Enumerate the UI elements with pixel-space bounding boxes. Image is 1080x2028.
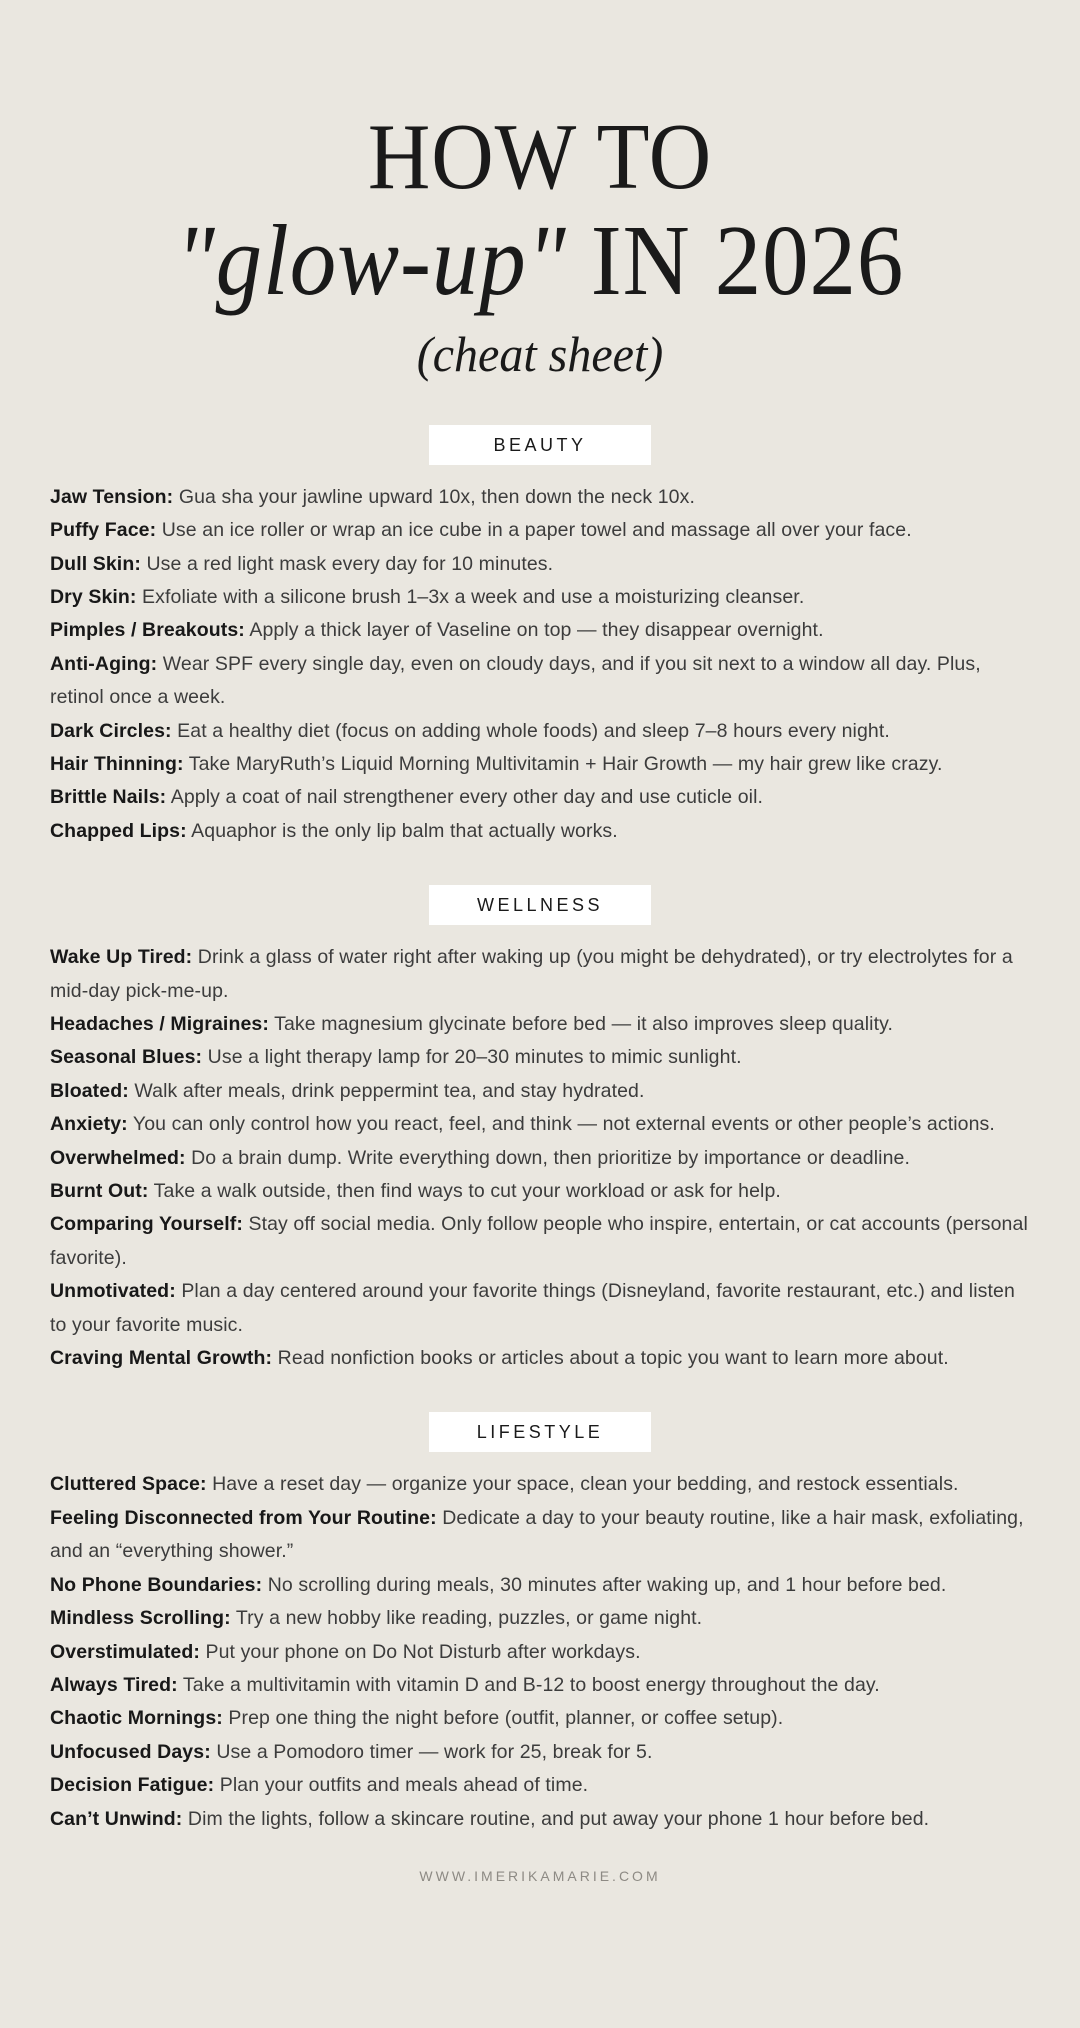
tip-label: Chapped Lips: — [50, 819, 187, 842]
section-wellness — [50, 885, 1030, 1375]
tip-label: Brittle Nails: — [50, 786, 167, 809]
tip-text: Take magnesium glycinate before bed — it also improves sleep quality. — [274, 1013, 894, 1036]
tip-text: Put your phone on Do Not Disturb after workdays. — [205, 1640, 641, 1663]
tip-label: Burnt Out: — [50, 1180, 149, 1203]
tip-text: Try a new hobby like reading, puzzles, or game night. — [235, 1607, 703, 1630]
section-header-wellness: WELLNESS — [429, 885, 651, 925]
tip-text: Exfoliate with a silicone brush 1–3x a week and use a moisturizing cleanser. — [142, 585, 805, 608]
tip-item — [50, 1342, 1030, 1375]
tip-text: Use a red light mask every day for 10 minutes. — [146, 552, 554, 575]
tip-text: Gua sha your jawline upward 10x, then down the neck 10x. — [178, 485, 695, 508]
tip-text: Plan a day centered around your favorite things (Disneyland, favorite restaurant, etc.) and listen to your favorite music. — [50, 1280, 1015, 1336]
tip-label: Headaches / Migraines: — [50, 1013, 269, 1036]
tip-label: No Phone Boundaries: — [50, 1573, 263, 1596]
tip-text: Stay off social media. Only follow people who inspire, entertain, or cat accounts (personal favorite). — [50, 1213, 1028, 1269]
page-subtitle: (cheat sheet) — [416, 325, 664, 382]
tip-item — [50, 548, 1030, 581]
tip-item — [50, 941, 1030, 1008]
tip-text: Take a multivitamin with vitamin D and B-12 to boost energy throughout the day. — [182, 1673, 880, 1696]
tip-text: Walk after meals, drink peppermint tea, and stay hydrated. — [134, 1079, 645, 1102]
tip-item — [50, 1602, 1030, 1635]
tip-text: Prep one thing the night before (outfit, planner, or coffee setup). — [228, 1707, 784, 1730]
title-line-2 — [176, 204, 905, 316]
tip-text: Dedicate a day to your beauty routine, like a hair mask, exfoliating, and an “everything shower.” — [50, 1506, 1024, 1563]
cheat-sheet-page — [0, 105, 1080, 2028]
tip-label: Chaotic Mornings: — [50, 1707, 223, 1730]
section-header-lifestyle: LIFESTYLE — [429, 1412, 651, 1452]
tip-label: Anti-Aging: — [50, 652, 158, 675]
tip-label: Craving Mental Growth: — [50, 1347, 273, 1370]
tip-item — [50, 481, 1030, 514]
tip-item — [50, 1142, 1030, 1175]
tip-text: Do a brain dump. Write everything down, then prioritize by importance or deadline. — [191, 1146, 910, 1169]
tip-item — [50, 1569, 1030, 1602]
tip-item — [50, 1468, 1030, 1501]
title-year: IN 2026 — [566, 203, 905, 316]
tip-item — [50, 1041, 1030, 1074]
tip-item — [50, 1075, 1030, 1108]
tip-item — [50, 1008, 1030, 1041]
tip-label: Feeling Disconnected from Your Routine: — [50, 1506, 437, 1529]
tip-label: Bloated: — [50, 1079, 129, 1102]
tip-label: Dry Skin: — [50, 585, 137, 608]
title-glow-up-italic: "glow-up" — [175, 203, 567, 316]
tip-item — [50, 748, 1030, 781]
tip-item — [50, 1736, 1030, 1769]
page-title — [89, 105, 991, 316]
tip-text: Have a reset day — organize your space, clean your bedding, and restock essentials. — [212, 1473, 959, 1496]
section-header-beauty: BEAUTY — [429, 425, 651, 465]
website-url: WWW.IMERIKAMARIE.COM — [419, 1867, 661, 1884]
tip-label: Seasonal Blues: — [50, 1046, 203, 1069]
sections-container — [50, 425, 1030, 1836]
tip-item — [50, 1502, 1030, 1569]
tip-label: Comparing Yourself: — [50, 1213, 243, 1236]
tip-item — [50, 1108, 1030, 1141]
title-line-1: HOW TO — [367, 105, 713, 209]
tip-label: Unmotivated: — [50, 1280, 176, 1303]
tip-label: Pimples / Breakouts: — [50, 619, 245, 642]
tip-item — [50, 581, 1030, 614]
tip-label: Anxiety: — [50, 1113, 128, 1136]
tip-text: Read nonfiction books or articles about a topic you want to learn more about. — [277, 1347, 949, 1370]
tip-item — [50, 781, 1030, 814]
section-beauty — [50, 425, 1030, 848]
tip-text: Drink a glass of water right after waking up (you might be dehydrated), or try electrolytes for a mid-day pick-me-up. — [50, 946, 1013, 1002]
tip-text: Eat a healthy diet (focus on adding whole foods) and sleep 7–8 hours every night. — [177, 719, 890, 742]
tip-item — [50, 1275, 1030, 1342]
tip-text: Take MaryRuth’s Liquid Morning Multivitamin + Hair Growth — my hair grew like crazy. — [188, 752, 943, 775]
tip-label: Puffy Face: — [50, 519, 157, 542]
tip-label: Mindless Scrolling: — [50, 1607, 231, 1630]
tip-text: Apply a thick layer of Vaseline on top — they disappear overnight. — [249, 619, 824, 642]
tip-text: Plan your outfits and meals ahead of time. — [219, 1774, 589, 1797]
tip-label: Decision Fatigue: — [50, 1774, 215, 1797]
tip-text: Dim the lights, follow a skincare routine, and put away your phone 1 hour before bed. — [187, 1807, 930, 1830]
tip-item — [50, 648, 1030, 715]
tip-label: Jaw Tension: — [50, 485, 174, 508]
tip-item — [50, 514, 1030, 547]
tip-text: You can only control how you react, feel, and think — not external events or other people’s actions. — [132, 1113, 995, 1136]
tip-text: Use a Pomodoro timer — work for 25, break for 5. — [216, 1740, 653, 1763]
tip-label: Always Tired: — [50, 1673, 178, 1696]
tip-item — [50, 1669, 1030, 1702]
tip-text: Use an ice roller or wrap an ice cube in a paper towel and massage all over your face. — [161, 519, 912, 542]
tip-item — [50, 1636, 1030, 1669]
tip-item — [50, 1175, 1030, 1208]
tip-label: Overstimulated: — [50, 1640, 200, 1663]
tip-item — [50, 1702, 1030, 1735]
tip-text: Wear SPF every single day, even on cloudy days, and if you sit next to a window all day. Plus, retinol once a week. — [50, 652, 981, 709]
tip-item — [50, 1769, 1030, 1802]
tip-label: Hair Thinning: — [50, 752, 184, 775]
tip-item — [50, 715, 1030, 748]
tip-label: Cluttered Space: — [50, 1473, 207, 1496]
tip-label: Can’t Unwind: — [50, 1807, 183, 1830]
tip-label: Wake Up Tired: — [50, 946, 193, 969]
tip-label: Dull Skin: — [50, 552, 141, 575]
tip-label: Unfocused Days: — [50, 1740, 211, 1763]
tip-text: No scrolling during meals, 30 minutes after waking up, and 1 hour before bed. — [267, 1573, 947, 1596]
tip-item — [50, 1803, 1030, 1836]
tip-text: Take a walk outside, then find ways to cut your workload or ask for help. — [153, 1180, 781, 1203]
tip-item — [50, 815, 1030, 848]
tip-item — [50, 614, 1030, 647]
tip-text: Apply a coat of nail strengthener every other day and use cuticle oil. — [170, 786, 764, 809]
tip-item — [50, 1208, 1030, 1275]
tip-label: Dark Circles: — [50, 719, 172, 742]
tip-text: Use a light therapy lamp for 20–30 minutes to mimic sunlight. — [207, 1046, 742, 1069]
tip-text: Aquaphor is the only lip balm that actually works. — [191, 819, 618, 842]
section-lifestyle — [50, 1412, 1030, 1835]
tip-label: Overwhelmed: — [50, 1146, 186, 1169]
